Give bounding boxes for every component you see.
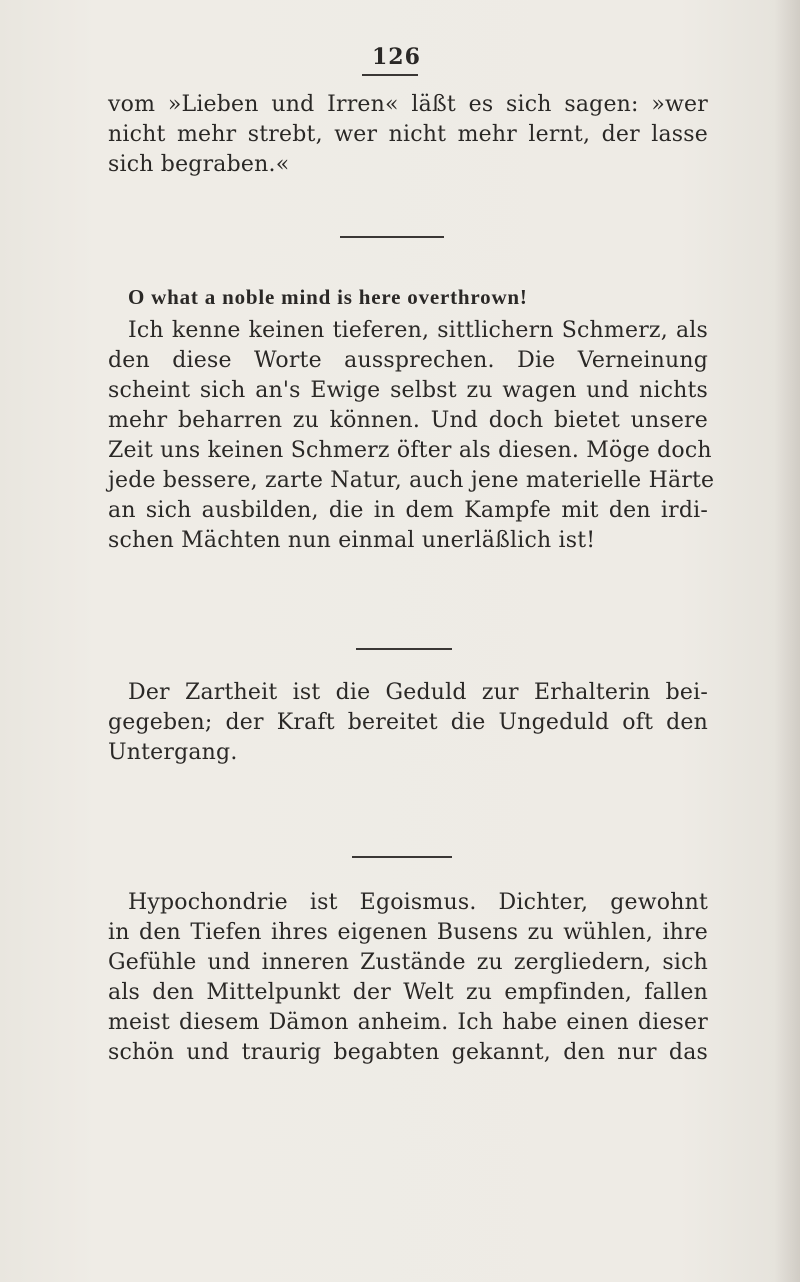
page-number: 126 (372, 44, 421, 70)
section-separator (352, 856, 452, 858)
text-line: sich begraben.« (108, 152, 290, 177)
section-separator (340, 236, 444, 238)
text-line: Zeit uns keinen Schmerz öfter als diesen. Möge doch (108, 438, 712, 463)
page-edge-shadow (774, 0, 800, 1282)
text-line: jede bessere, zarte Natur, auch jene materielle Härte (108, 468, 715, 493)
text-line: meist diesem Dämon anheim. Ich habe einen dieser (108, 1010, 708, 1035)
text-line: Der Zartheit ist die Geduld zur Erhalterin bei- (128, 680, 708, 705)
text-line: nicht mehr strebt, wer nicht mehr lernt, der lasse (108, 122, 708, 147)
text-line: den diese Worte aussprechen. Die Verneinung (108, 348, 708, 373)
page-number-rule (362, 74, 418, 76)
english-quote: O what a noble mind is here overthrown! (128, 285, 528, 309)
text-line: schön und traurig begabten gekannt, den nur das (108, 1040, 708, 1065)
text-line: vom »Lieben und Irren« läßt es sich sagen: »wer (108, 92, 708, 117)
text-line: Ich kenne keinen tieferen, sittlichern Schmerz, als (128, 318, 708, 343)
text-line: in den Tiefen ihres eigenen Busens zu wühlen, ihre (108, 920, 708, 945)
text-line: als den Mittelpunkt der Welt zu empfinden, fallen (108, 980, 708, 1005)
section-separator (356, 648, 452, 650)
text-line: Untergang. (108, 740, 238, 765)
text-line: gegeben; der Kraft bereitet die Ungeduld oft den (108, 710, 708, 735)
text-line: scheint sich an's Ewige selbst zu wagen und nichts (108, 378, 708, 403)
text-line: schen Mächten nun einmal unerläßlich ist! (108, 528, 596, 553)
text-line: Hypochondrie ist Egoismus. Dichter, gewohnt (128, 890, 708, 915)
text-line: mehr beharren zu können. Und doch bietet unsere (108, 408, 708, 433)
text-line: an sich ausbilden, die in dem Kampfe mit den irdi- (108, 498, 708, 523)
text-line: Gefühle und inneren Zustände zu zergliedern, sich (108, 950, 708, 975)
